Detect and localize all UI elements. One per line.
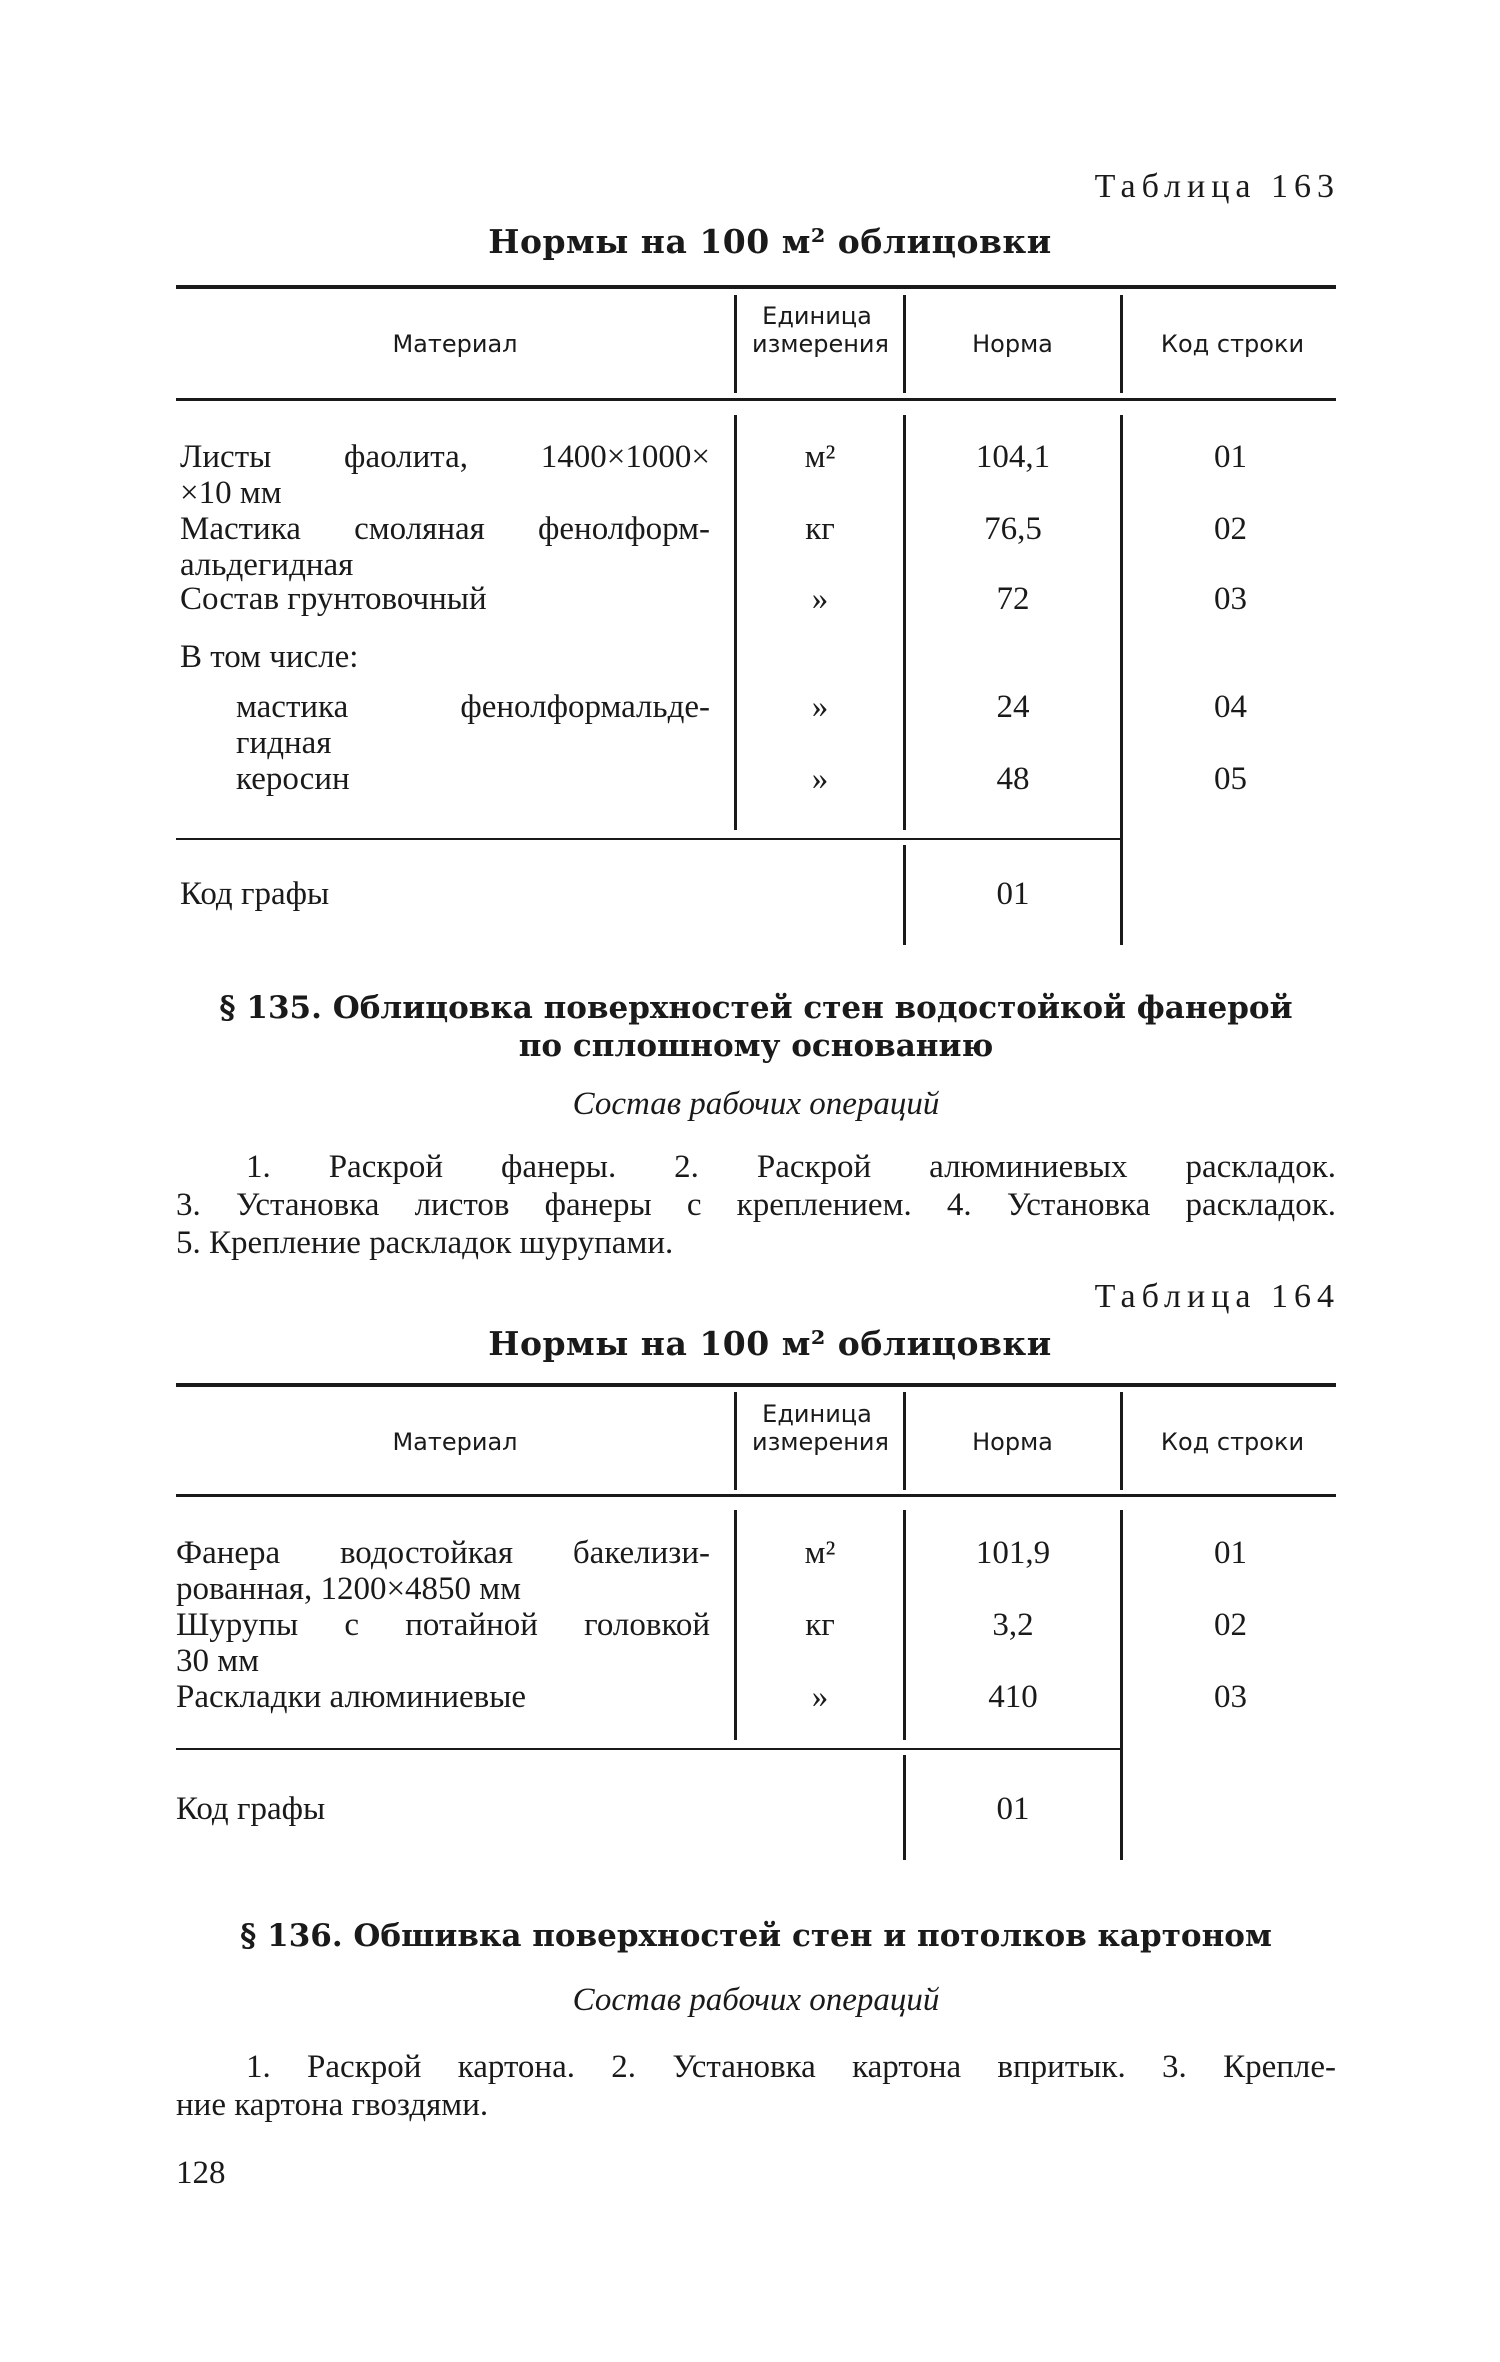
table-cell-code: 02 <box>1214 1607 1247 1643</box>
table-cell-norm: 410 <box>988 1679 1038 1715</box>
table-cell-material: 30 мм <box>176 1643 260 1679</box>
table-cell-code: 03 <box>1214 581 1247 617</box>
table-164-label: Таблица 164 <box>1094 1278 1340 1315</box>
table-cell-material: альдегидная <box>180 547 354 583</box>
section-136-text: ние картона гвоздями. <box>176 2087 489 2123</box>
table-cell-unit: » <box>811 1679 829 1715</box>
table-top-rule <box>176 285 1336 289</box>
table-subheading: В том числе: <box>180 639 359 675</box>
table-header-rule <box>176 1494 1336 1497</box>
table-cell-unit: кг <box>805 511 835 547</box>
table-cell-norm: 72 <box>996 581 1030 617</box>
section-135-subtitle: Состав рабочих операций <box>572 1086 940 1122</box>
table-cell-material: Раскладки алюминиевые <box>176 1679 527 1715</box>
table-cell-code: 01 <box>1214 439 1247 475</box>
column-divider <box>903 295 906 393</box>
table-footer-label: Код графы <box>176 1791 326 1827</box>
table-163-title: Нормы на 100 м² облицовки <box>488 222 1052 261</box>
table-cell-norm: 3,2 <box>992 1607 1034 1643</box>
header-norm: Норма <box>972 1428 1053 1456</box>
table-footer-value: 01 <box>996 1791 1030 1827</box>
column-divider <box>1120 1392 1123 1490</box>
column-divider <box>734 1392 737 1490</box>
table-cell-unit: » <box>811 581 829 617</box>
header-unit: Единица измерения <box>752 302 889 358</box>
table-cell-norm: 101,9 <box>975 1535 1051 1571</box>
table-cell-material: керосин <box>236 761 350 797</box>
section-135-text: 5. Крепление раскладок шурупами. <box>176 1225 674 1261</box>
table-cell-norm: 76,5 <box>984 511 1042 547</box>
table-164-title: Нормы на 100 м² облицовки <box>488 1324 1052 1363</box>
table-cell-material: ×10 мм <box>180 475 282 511</box>
table-cell-code: 04 <box>1214 689 1247 725</box>
table-cell-code: 03 <box>1214 1679 1247 1715</box>
header-material: Материал <box>392 330 518 358</box>
section-135-title: § 135. Облицовка поверхностей стен водостойкой фанерой <box>219 990 1293 1026</box>
header-code: Код строки <box>1160 1428 1305 1456</box>
table-cell-material: Листы фаолита, 1400×1000× <box>180 439 710 475</box>
table-cell-unit: » <box>811 689 829 725</box>
table-body-rule <box>176 838 1120 840</box>
table-cell-unit: м² <box>804 1535 836 1571</box>
column-divider <box>1120 415 1123 945</box>
table-163-label: Таблица 163 <box>1094 168 1340 205</box>
table-cell-code: 02 <box>1214 511 1247 547</box>
table-footer-label: Код графы <box>180 876 330 912</box>
table-cell-material: Шурупы с потайной головкой <box>176 1607 710 1643</box>
table-cell-norm: 104,1 <box>975 439 1051 475</box>
table-cell-code: 01 <box>1214 1535 1247 1571</box>
section-136-title: § 136. Обшивка поверхностей стен и потолков картоном <box>240 1918 1272 1954</box>
table-cell-unit: » <box>811 761 829 797</box>
table-cell-norm: 48 <box>996 761 1030 797</box>
table-body-rule <box>176 1748 1120 1750</box>
header-code: Код строки <box>1160 330 1305 358</box>
section-135-text: 1. Раскрой фанеры. 2. Раскрой алюминиевых раскладок. <box>246 1149 1336 1185</box>
table-cell-material: Фанера водостойкая бакелизи- <box>176 1535 710 1571</box>
page-number: 128 <box>176 2155 226 2191</box>
section-135-text: 3. Установка листов фанеры с креплением. 4. Установка раскладок. <box>176 1187 1336 1223</box>
table-cell-material: рованная, 1200×4850 мм <box>176 1571 522 1607</box>
column-divider <box>1120 295 1123 393</box>
section-135-title: по сплошному основанию <box>518 1028 994 1064</box>
table-top-rule <box>176 1383 1336 1387</box>
section-136-subtitle: Состав рабочих операций <box>572 1982 940 2018</box>
column-divider <box>903 1392 906 1490</box>
table-cell-unit: м² <box>804 439 836 475</box>
header-unit: Единица измерения <box>752 1400 889 1456</box>
table-cell-material: гидная <box>236 725 332 761</box>
table-footer-value: 01 <box>996 876 1030 912</box>
table-cell-unit: кг <box>805 1607 835 1643</box>
header-material: Материал <box>392 1428 518 1456</box>
column-divider <box>734 295 737 393</box>
table-header-rule <box>176 398 1336 401</box>
table-cell-norm: 24 <box>996 689 1030 725</box>
section-136-text: 1. Раскрой картона. 2. Установка картона впритык. 3. Крепле- <box>246 2049 1336 2085</box>
table-cell-material: мастика фенолформальде- <box>236 689 710 725</box>
table-cell-code: 05 <box>1214 761 1247 797</box>
header-norm: Норма <box>972 330 1053 358</box>
table-cell-material: Состав грунтовочный <box>180 581 487 617</box>
table-cell-material: Мастика смоляная фенолформ- <box>180 511 710 547</box>
